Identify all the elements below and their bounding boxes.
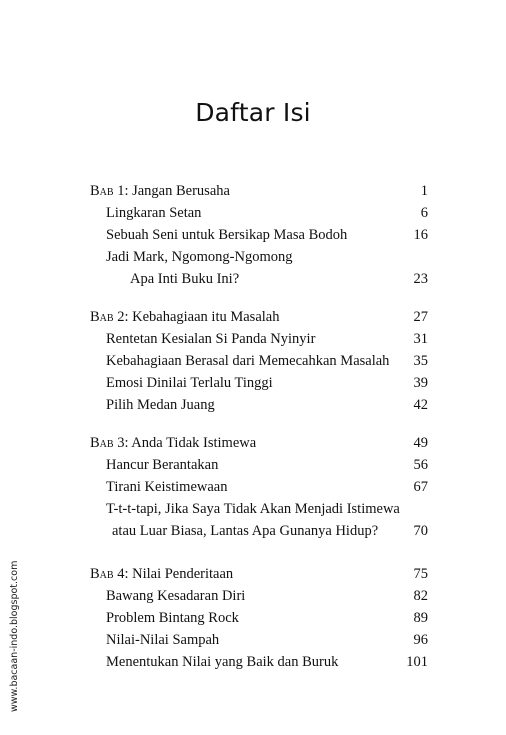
toc-entry (0, 328, 506, 350)
chapter-title: 1: Jangan Berusaha (117, 183, 230, 199)
entry-title: Sebuah Seni untuk Bersikap Masa Bodoh (106, 227, 348, 243)
page-number: 89 (413, 610, 428, 626)
page-number: 75 (413, 566, 428, 582)
toc-entry-line-2 (0, 268, 506, 290)
entry-title: Pilih Medan Juang (106, 397, 215, 413)
entry-title: Bawang Kesadaran Diri (106, 588, 246, 604)
page-number: 101 (406, 654, 428, 670)
toc-entry (0, 394, 506, 416)
page-number: 39 (413, 375, 428, 391)
page-number: 42 (413, 397, 428, 413)
page-number: 6 (420, 205, 428, 221)
page-number: 27 (413, 309, 428, 325)
entry-title: Hancur Berantakan (106, 457, 219, 473)
entry-title: Problem Bintang Rock (106, 610, 239, 626)
entry-title: Menentukan Nilai yang Baik dan Buruk (106, 654, 339, 670)
chapter-heading-1 (0, 180, 506, 202)
chapter-title: 3: Anda Tidak Istimewa (117, 435, 257, 451)
chapter-heading-3 (0, 432, 506, 454)
page-number: 70 (413, 523, 428, 539)
toc-entry (0, 607, 506, 629)
entry-title-continued: Apa Inti Buku Ini? (130, 271, 240, 287)
entry-title-continued: atau Luar Biasa, Lantas Apa Gunanya Hidup? (112, 523, 379, 539)
toc-entry (0, 585, 506, 607)
entry-title: Lingkaran Setan (106, 205, 202, 221)
toc-entry-line-1 (0, 498, 506, 520)
entry-title: Tirani Keistimewaan (106, 479, 228, 495)
chapter-label: Bab (90, 566, 114, 582)
watermark-url: www.bacaan-indo.blogspot.com (9, 560, 20, 712)
chapter-label: Bab (90, 435, 114, 451)
page-number: 16 (413, 227, 428, 243)
entry-title: T-t-t-tapi, Jika Saya Tidak Akan Menjadi Istimewa (106, 501, 400, 517)
entry-title: Nilai-Nilai Sampah (106, 632, 220, 648)
page-number: 35 (413, 353, 428, 369)
page-title: Daftar Isi (195, 98, 311, 127)
toc-entry (0, 651, 506, 673)
chapter-title: 4: Nilai Penderitaan (117, 566, 234, 582)
toc-entry (0, 372, 506, 394)
chapter-label: Bab (90, 183, 114, 199)
entry-title: Jadi Mark, Ngomong-Ngomong (106, 249, 293, 265)
toc-entry (0, 224, 506, 246)
page-number: 96 (413, 632, 428, 648)
toc-entry (0, 454, 506, 476)
entry-title: Rentetan Kesialan Si Panda Nyinyir (106, 331, 316, 347)
page-number: 56 (413, 457, 428, 473)
page-number: 67 (413, 479, 428, 495)
page-number: 1 (420, 183, 428, 199)
toc-entry-line-2 (0, 520, 506, 542)
page-number: 82 (413, 588, 428, 604)
page-number: 49 (413, 435, 428, 451)
toc-entry (0, 350, 506, 372)
toc-entry (0, 476, 506, 498)
entry-title: Kebahagiaan Berasal dari Memecahkan Masalah (106, 353, 390, 369)
page-number: 31 (413, 331, 428, 347)
chapter-heading-2 (0, 306, 506, 328)
chapter-title: 2: Kebahagiaan itu Masalah (117, 309, 280, 325)
toc-entry (0, 629, 506, 651)
chapter-label: Bab (90, 309, 114, 325)
toc-entry (0, 202, 506, 224)
entry-title: Emosi Dinilai Terlalu Tinggi (106, 375, 273, 391)
chapter-heading-4 (0, 563, 506, 585)
page-number: 23 (413, 271, 428, 287)
toc-entry-line-1 (0, 246, 506, 268)
